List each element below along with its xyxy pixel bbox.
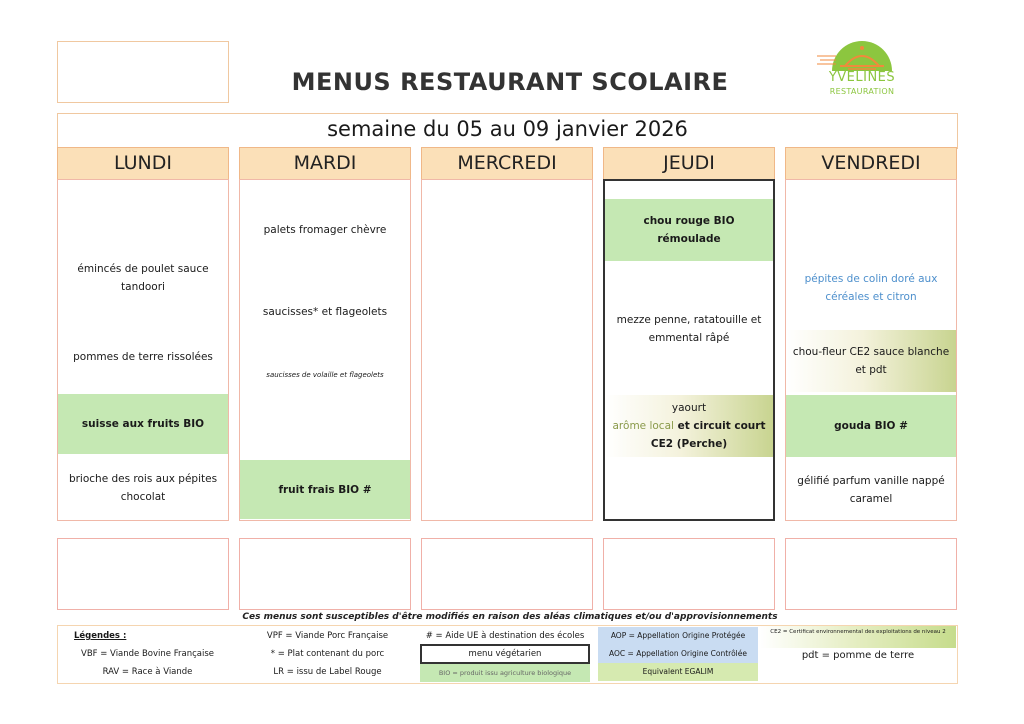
week-label: semaine du 05 au 09 janvier 2026 bbox=[327, 117, 688, 141]
page-title: MENUS RESTAURANT SCOLAIRE bbox=[291, 68, 729, 96]
menu-item-cheese: gouda BIO # bbox=[786, 395, 956, 457]
legend-bio: BIO = produit issu agriculture biologique bbox=[420, 664, 590, 682]
day-column-mardi bbox=[239, 147, 411, 521]
menu-item-main: émincés de poulet sauce tandoori bbox=[77, 263, 209, 293]
menu-item-starter: chou rouge BIO rémoulade bbox=[605, 199, 773, 261]
menu-item-dairy: suisse aux fruits BIO bbox=[58, 394, 228, 454]
notes-box-jeudi bbox=[603, 538, 775, 610]
school-name-box bbox=[57, 41, 229, 103]
menu-item-main: mezze penne, ratatouille et emmental râpé bbox=[616, 314, 762, 344]
menu-item-main: saucisses* et flageolets bbox=[262, 306, 388, 318]
menu-item-dairy: yaourt arôme local et circuit court CE2 (Perche) bbox=[605, 395, 773, 457]
day-header: LUNDI bbox=[57, 147, 229, 180]
day-menu bbox=[785, 179, 957, 521]
day-column-jeudi bbox=[603, 147, 775, 521]
day-menu-vegetarian bbox=[603, 179, 775, 521]
day-header: JEUDI bbox=[603, 147, 775, 180]
legend-pdt: pdt = pomme de terre bbox=[801, 650, 915, 661]
day-header: VENDREDI bbox=[785, 147, 957, 180]
notes-box-vendredi bbox=[785, 538, 957, 610]
menu-item-dessert: gélifié parfum vanille nappé caramel bbox=[797, 475, 945, 505]
local-flavor-text: arôme local bbox=[612, 420, 674, 432]
legend-aide-ue: # = Aide UE à destination des écoles bbox=[425, 631, 585, 641]
disclaimer: Ces menus sont susceptibles d'être modifiés en raison des aléas climatiques et/ou d'approvisionnements bbox=[242, 612, 778, 622]
day-column-mercredi bbox=[421, 147, 593, 521]
day-column-vendredi bbox=[785, 147, 957, 521]
day-header: MARDI bbox=[239, 147, 411, 180]
legend-egalim: Equivalent EGALIM bbox=[598, 663, 758, 681]
legend-lr: LR = issu de Label Rouge bbox=[273, 667, 382, 677]
menu-item-side: chou-fleur CE2 sauce blanche et pdt bbox=[786, 330, 956, 392]
menu-item-alternative: saucisses de volaille et flageolets bbox=[266, 371, 384, 379]
cloche-logo-icon bbox=[812, 38, 912, 72]
legend-vpf: VPF = Viande Porc Française bbox=[266, 631, 389, 641]
menu-item-side: pommes de terre rissolées bbox=[73, 351, 213, 363]
legend-title: Légendes : bbox=[74, 631, 127, 641]
legend-vbf: VBF = Viande Bovine Française bbox=[81, 649, 214, 659]
menu-item-dessert: brioche des rois aux pépites chocolat bbox=[68, 473, 218, 503]
logo-text-restauration: RESTAURATION bbox=[829, 87, 895, 96]
day-column-lundi bbox=[57, 147, 229, 521]
notes-box-lundi bbox=[57, 538, 229, 610]
legend-porc: * = Plat contenant du porc bbox=[270, 649, 385, 659]
day-menu bbox=[421, 179, 593, 521]
day-menu bbox=[57, 179, 229, 521]
legend-aoc: AOC = Appellation Origine Contrôlée bbox=[598, 645, 758, 663]
legend-ce2: CE2 = Certificat environnemental des exploitations de niveau 2 bbox=[760, 626, 956, 648]
legend-rav: RAV = Race à Viande bbox=[102, 667, 193, 677]
menu-item-dessert: fruit frais BIO # bbox=[240, 460, 410, 519]
week-banner bbox=[57, 113, 958, 149]
day-header: MERCREDI bbox=[421, 147, 593, 180]
legend bbox=[57, 625, 958, 684]
menu-item-starter: palets fromager chèvre bbox=[263, 224, 387, 236]
day-menu bbox=[239, 179, 411, 521]
legend-vegetarian: menu végétarien bbox=[420, 644, 590, 664]
notes-box-mardi bbox=[239, 538, 411, 610]
menu-item-main: pépites de colin doré aux céréales et citron bbox=[804, 273, 938, 303]
legend-aop: AOP = Appellation Origine Protégée bbox=[598, 627, 758, 645]
notes-box-mercredi bbox=[421, 538, 593, 610]
logo-text-yvelines: YVELINES bbox=[828, 70, 896, 85]
yvelines-restauration-logo bbox=[812, 38, 912, 102]
